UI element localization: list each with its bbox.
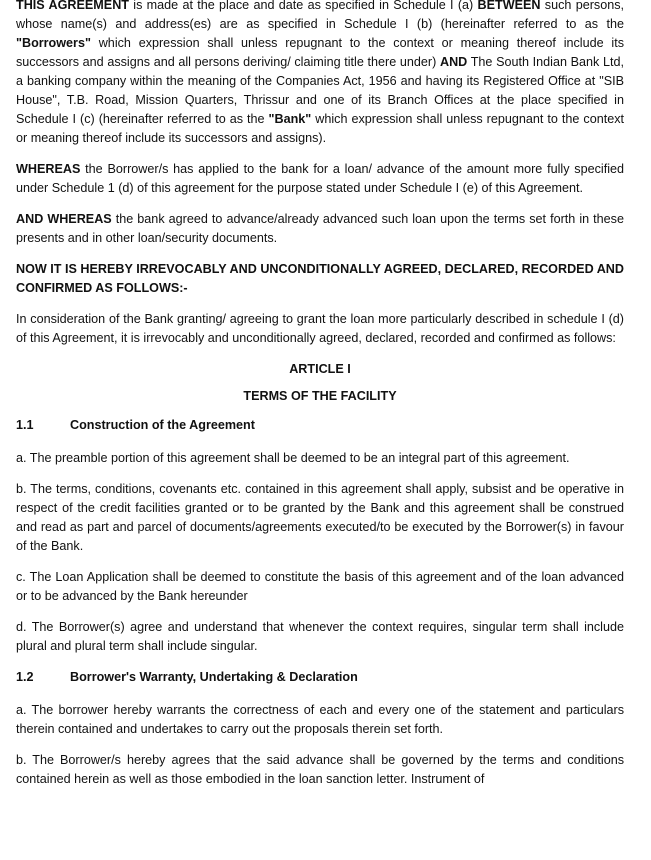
borrowers-term: "Borrowers" [16, 36, 91, 50]
between-keyword: BETWEEN [477, 0, 541, 12]
and-whereas-text: the bank agreed to advance/already advanced such loan upon the terms set forth in these presents and in other loan/security documents. [16, 212, 624, 245]
section-title: Borrower's Warranty, Undertaking & Declaration [70, 670, 358, 684]
consideration-paragraph: In consideration of the Bank granting/ agreeing to grant the loan more particularly described in schedule I (d) of this Agreement, it is irrevocably and unconditionally agreed, declared, recorded and confirmed as follows: [16, 312, 624, 345]
and-whereas-lead: AND WHEREAS [16, 212, 112, 226]
intro-text-3: which expression shall unless repugnant to the context or meaning thereof include its successors and assigns and all persons deriving/ claiming title there under) [16, 36, 624, 69]
clause-1-1-c: c. The Loan Application shall be deemed to constitute the basis of this agreement and of the loan advanced or to be advanced by the Bank hereunder [16, 570, 624, 603]
clause-1-2-b: b. The Borrower/s hereby agrees that the said advance shall be governed by the terms and conditions contained herein as well as those embodied in the loan sanction letter. Instrument of [16, 753, 624, 786]
now-hereby-paragraph: NOW IT IS HEREBY IRREVOCABLY AND UNCONDITIONALLY AGREED, DECLARED, RECORDED AND CONFIRMED AS FOLLOWS:- [16, 262, 624, 295]
section-heading-1-2 [16, 668, 624, 687]
intro-text-2: such persons, whose name(s) and address(es) are as specified in Schedule I (b) (hereinafter referred to as the [16, 0, 625, 31]
clause-1-1-d: d. The Borrower(s) agree and understand that whenever the context requires, singular term shall include plural and plural term shall include singular. [16, 620, 624, 653]
section-number: 1.1 [16, 418, 34, 432]
clause-1-2-a: a. The borrower hereby warrants the correctness of each and every one of the statement and particulars therein contained and undertakes to carry out the proposals therein set forth. [16, 703, 624, 736]
this-agreement-lead: THIS AGREEMENT [16, 0, 129, 12]
whereas-lead: WHEREAS [16, 162, 81, 176]
intro-paragraph [16, 0, 624, 148]
section-heading-1-1 [16, 416, 624, 435]
article-number: ARTICLE I [289, 362, 351, 376]
bank-term: "Bank" [268, 112, 312, 126]
whereas-paragraph [16, 160, 624, 198]
intro-text-4: The South Indian Bank Ltd, a banking company within the meaning of the Companies Act, 1956 and having its Registered Office at "SIB House", T.B. Road, Mission Quarters, Thrissur and one of its Branch Offices at the place specified in Schedule I (c) (hereinafter referred to as the [16, 55, 625, 126]
intro-text-1: is made at the place and date as specified in Schedule I (a) [128, 0, 478, 12]
article-title: TERMS OF THE FACILITY [243, 389, 397, 403]
intro-text-5: which expression shall unless repugnant to the context or meaning thereof include its successors and assigns). [16, 112, 625, 145]
whereas-text: the Borrower/s has applied to the bank for a loan/ advance of the amount more fully specified under Schedule 1 (d) of this agreement for the purpose stated under Schedule I (e) of this Agreement. [16, 162, 624, 195]
section-title: Construction of the Agreement [70, 418, 255, 432]
clause-1-1-a: a. The preamble portion of this agreement shall be deemed to be an integral part of this agreement. [16, 451, 570, 465]
section-number: 1.2 [16, 670, 34, 684]
clause-1-1-b: b. The terms, conditions, covenants etc. contained in this agreement shall apply, subsist and be operative in respect of the credit facilities granted or to be granted by the Bank and this agreement shall be construed and read as part and parcel of documents/agreements executed/to be executed by the Borrower(s) in favour of the Bank. [16, 482, 624, 553]
and-keyword: AND [439, 55, 468, 69]
agreement-document [16, 0, 624, 801]
and-whereas-paragraph [16, 210, 624, 248]
